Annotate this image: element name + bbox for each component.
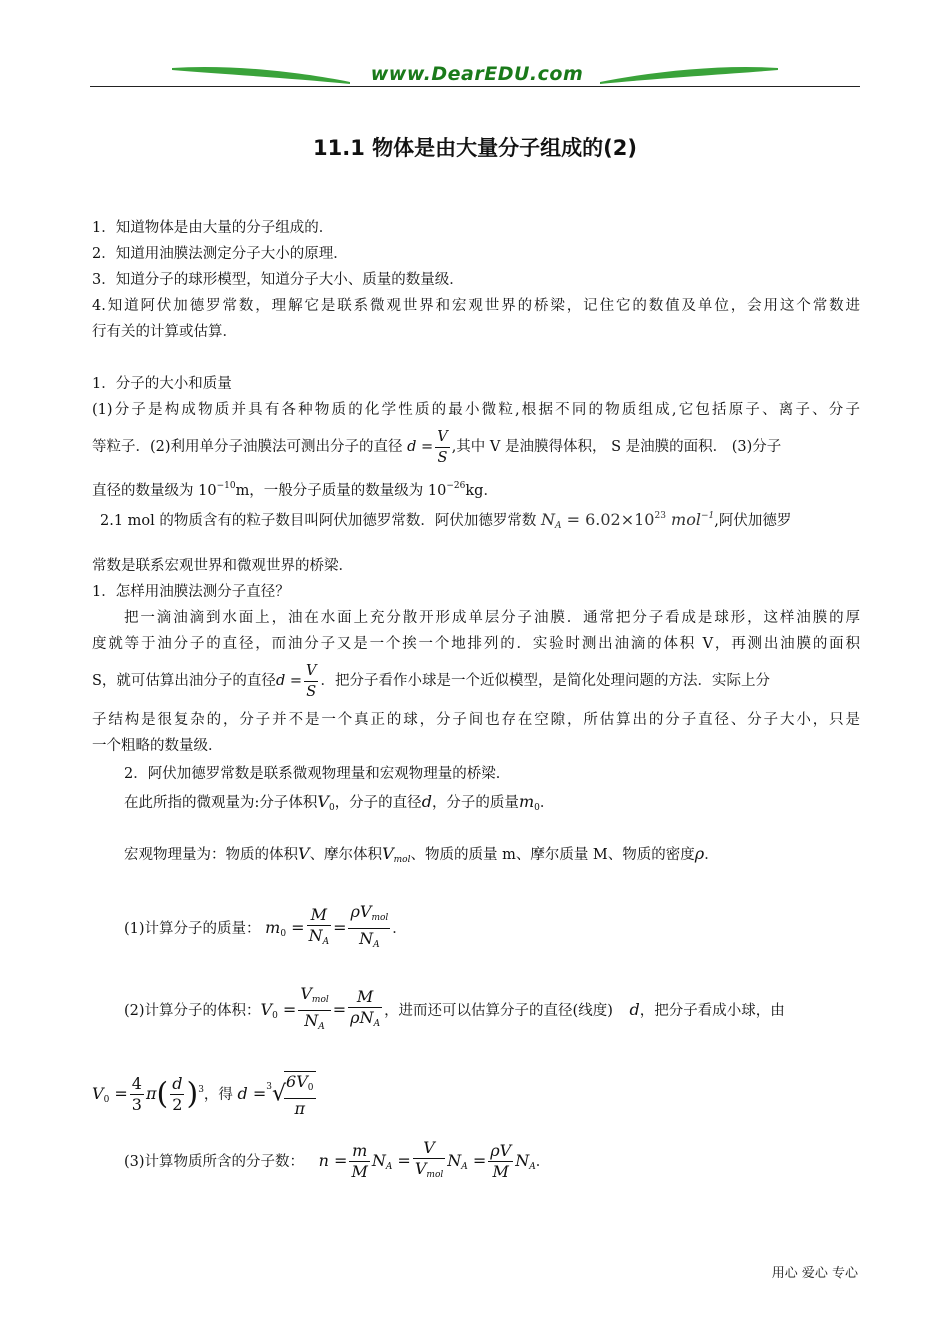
sphere-volume-line	[92, 1062, 318, 1125]
volume-symbol: V	[298, 844, 310, 863]
micro-quantities: 在此所指的微观量为:分子体积$V_0$，分子的直径d，分子的质量$m_0$．	[124, 792, 555, 813]
page-title: 11.1 物体是由大量分子组成的(2)	[313, 136, 637, 160]
section1-p2-text-b: ,其中 V 是油膜得体积， S 是油膜的面积． (3)分子	[451, 439, 782, 455]
avogadro-formula: $N_A = 6.02\times 10^{23}$ mol$^{-1}$	[541, 510, 715, 531]
calc-molecule-count: (3)计算物质所含的分子数： n = $\frac{m}{M}$ $N_A$ = $\frac{V}{V_{mol}}$ $N_A$ = $\frac{\rho V}{M}$ $N_A$．	[124, 1138, 551, 1181]
exponent-diameter: −10	[216, 481, 236, 491]
calc3-label: (3)计算物质所含的分子数：	[124, 1154, 305, 1170]
answer-1-line-3	[92, 660, 770, 702]
objective-4-cont: 行有关的计算或估算．	[92, 324, 237, 340]
molecule-diameter-symbol: d	[421, 792, 432, 811]
question-2: 2．阿伏加德罗常数是联系微观物理量和宏观物理量的桥梁．	[124, 766, 511, 782]
calc1-label: (1)计算分子的质量：	[124, 921, 261, 937]
diameter-formula-2: d = $\frac{V}{S}$	[275, 662, 317, 700]
diameter-formula-1: d = $\frac{V}{S}$	[407, 428, 448, 466]
objective-1: 1．知道物体是由大量的分子组成的．	[92, 220, 334, 236]
section1-p1: (1)分子是构成物质并具有各种物质的化学性质的最小微粒,根据不同的物质组成,它包括原子、离子、分子	[92, 402, 860, 418]
section1-p4	[100, 506, 791, 536]
answer-1-line-3-text-a: S，就可估算出油分子的直径	[92, 673, 276, 689]
section1-p3-text-c: kg．	[465, 483, 498, 499]
calc2-text-b: ，进而还可以估算分子的直径(线度)	[384, 1003, 613, 1019]
formula-diameter-cuberoot: d =$^3$√ $\frac{6V_0}{\pi}$	[237, 1071, 314, 1118]
calc2-label: (2)计算分子的体积：	[124, 1003, 261, 1019]
formula-molecule-mass: $m_0$ = $\frac{M}{N_A}$ = $\frac{\rho V_{mol}}{N_A}$	[265, 902, 389, 950]
question-1: 1．怎样用油膜法测分子直径？	[92, 584, 290, 600]
exponent-mass: −26	[446, 481, 466, 491]
macro-quantities: 宏观物理量为：物质的体积V、摩尔体积$V_{mol}$、物质的质量 m、摩尔质量 M、物质的密度ρ．	[124, 844, 719, 865]
answer-1-line-2: 度就等于油分子的直径，而油分子又是一个挨一个地排列的．实验时测出油滴的体积 V，再测出油膜的面积	[92, 636, 860, 652]
section1-p2-text-a: 等粒子．(2)利用单分子油膜法可测出分子的直径	[92, 439, 403, 455]
objective-3: 3．知道分子的球形模型，知道分子大小、质量的数量级．	[92, 272, 464, 288]
formula-molecule-volume: $V_0$ = $\frac{V_{mol}}{N_A}$ = $\frac{M}{\rho N_A}$	[260, 984, 381, 1032]
section1-p3-text-a: 直径的数量级为 10	[92, 483, 217, 499]
objective-2: 2．知道用油膜法测定分子大小的原理．	[92, 246, 348, 262]
header-site-logo: www.DearEDU.com	[370, 63, 584, 85]
section1-p2	[92, 426, 781, 468]
molar-volume-symbol: $V_{mol}$	[382, 844, 411, 865]
answer-1-line-3-text-b: ．把分子看作小球是一个近似模型，是简化处理问题的方法．实际上分	[320, 673, 770, 689]
answer-1-line-5: 一个粗略的数量级．	[92, 738, 223, 754]
macro-text-a: 宏观物理量为：物质的体积	[124, 847, 298, 863]
header-rule	[90, 86, 860, 87]
section1-p5: 常数是联系宏观世界和微观世界的桥梁．	[92, 558, 353, 574]
de-text: ，得	[203, 1087, 233, 1103]
objective-4: 4.知道阿伏加德罗常数，理解它是联系微观世界和宏观世界的桥梁，记住它的数值及单位，会用这个常数进	[92, 298, 860, 314]
molecule-mass-symbol: $m_0$	[518, 792, 540, 813]
calc-molecule-volume	[124, 984, 785, 1039]
section1-p3	[92, 476, 498, 501]
answer-1-line-1: 把一滴油滴到水面上，油在水面上充分散开形成单层分子油膜．通常把分子看成是球形，这样油膜的厚	[124, 610, 860, 626]
answer-1-line-4: 子结构是很复杂的，分子并不是一个真正的球，分子间也存在空隙，所估算出的分子直径、分子大小，只是	[92, 712, 860, 728]
micro-text-c: ，分子的质量	[431, 795, 519, 811]
section1-p4-text-a: 2.1 mol 的物质含有的粒子数目叫阿伏加德罗常数．阿伏加德罗常数	[100, 513, 537, 529]
section1-p3-text-b: m，一般分子质量的数量级为 10	[235, 483, 447, 499]
footer-slogan: 用心 爱心 专心	[771, 1266, 858, 1281]
density-symbol: ρ	[694, 844, 705, 863]
micro-text-a: 在此所指的微观量为:分子体积	[124, 795, 318, 811]
macro-text-c: 、物质的质量 m、摩尔质量 M、物质的密度	[410, 847, 695, 863]
micro-text-b: ，分子的直径	[334, 795, 422, 811]
molecule-volume-symbol: $V_0$	[317, 792, 335, 813]
formula-sphere-volume: $V_0$ = $\frac{4}{3}$ π( $\frac{d}{2}$ )$^3$	[92, 1074, 204, 1114]
macro-text-b: 、摩尔体积	[309, 847, 383, 863]
calc-molecule-mass: (1)计算分子的质量： $m_0$ = $\frac{M}{N_A}$ = $\frac{\rho V_{mol}}{N_A}$ ．	[124, 902, 407, 950]
section1-p4-text-b: ,阿伏加德罗	[714, 513, 792, 529]
diameter-symbol: d	[629, 1000, 640, 1019]
calc2-text-c: ，把分子看成小球，由	[639, 1003, 785, 1019]
formula-molecule-count: n = $\frac{m}{M}$ $N_A$ = $\frac{V}{V_{mol}}$ $N_A$ = $\frac{\rho V}{M}$ $N_A$	[318, 1138, 536, 1181]
section1-heading: 1．分子的大小和质量	[92, 376, 232, 392]
